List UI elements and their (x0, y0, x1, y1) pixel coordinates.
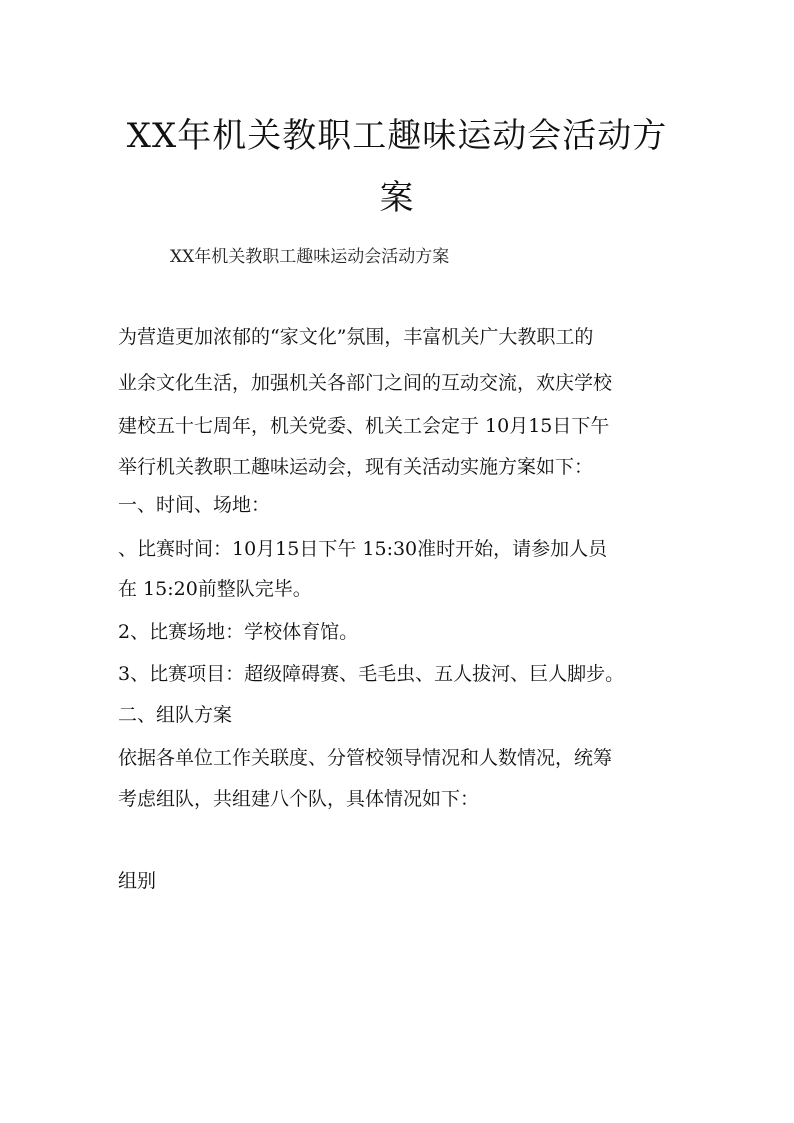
paragraph-line-11: 依据各单位工作关联度、分管校领导情况和人数情况，统筹 (118, 747, 613, 769)
document-subtitle: XX年机关教职工趣味运动会活动方案 (170, 247, 450, 267)
paragraph-line-3: 建校五十七周年，机关党委、机关工会定于 10月15日下午 (118, 415, 610, 437)
document-title-line-1: XX年机关教职工趣味运动会活动方 (126, 116, 668, 156)
paragraph-line-6: 、比赛时间：10月15日下午 15:30准时开始，请参加人员 (118, 538, 608, 560)
section-heading-time-venue: 一、时间、场地： (118, 494, 271, 516)
paragraph-line-12: 考虑组队，共组建八个队，具体情况如下： (118, 788, 480, 810)
group-label: 组别 (118, 870, 157, 892)
document-title-line-2: 案 (379, 178, 415, 218)
paragraph-line-2: 业余文化生活，加强机关各部门之间的互动交流，欢庆学校 (118, 372, 613, 394)
paragraph-line-7: 在 15:20前整队完毕。 (118, 578, 312, 600)
paragraph-line-9: 3、比赛项目：超级障碍赛、毛毛虫、五人拔河、巨人脚步。 (118, 663, 625, 685)
paragraph-line-1: 为营造更加浓郁的“家文化”氛围，丰富机关广大教职工的 (118, 326, 594, 348)
paragraph-line-8: 2、比赛场地：学校体育馆。 (118, 621, 359, 643)
section-heading-team-plan: 二、组队方案 (118, 704, 233, 726)
paragraph-line-4: 举行机关教职工趣味运动会，现有关活动实施方案如下： (118, 456, 594, 478)
